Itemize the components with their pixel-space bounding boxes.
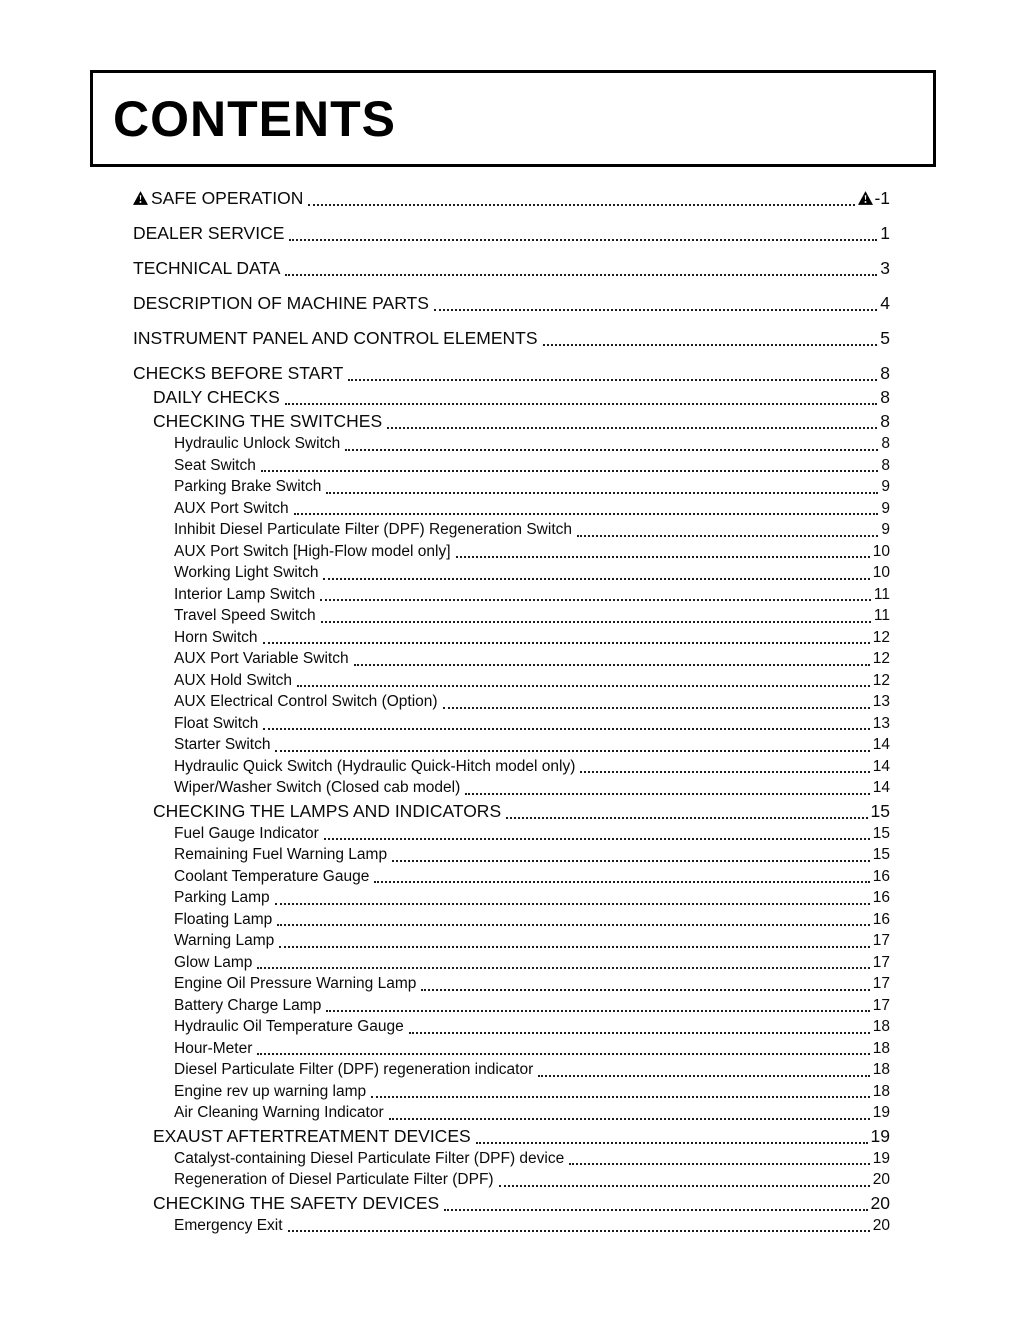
toc-entry-label: DESCRIPTION OF MACHINE PARTS xyxy=(133,293,429,313)
toc-leader-dots xyxy=(434,309,877,311)
page-title: CONTENTS xyxy=(113,90,396,147)
toc-leader-dots xyxy=(387,427,877,429)
toc-entry-page: 16 xyxy=(872,867,890,885)
toc-entry-label: CHECKING THE LAMPS AND INDICATORS xyxy=(153,800,502,821)
toc-entry xyxy=(133,1169,890,1191)
toc-entry xyxy=(133,1191,890,1215)
toc-entry xyxy=(133,995,890,1017)
toc-entry-page: 18 xyxy=(872,1039,890,1057)
toc-entry-label: Air Cleaning Warning Indicator xyxy=(174,1104,384,1121)
toc-leader-dots xyxy=(257,1053,869,1055)
toc-entry xyxy=(133,909,890,931)
toc-entry-label: Interior Lamp Switch xyxy=(174,585,316,603)
toc-entry-page: 17 xyxy=(872,953,890,971)
toc-entry-label: Engine Oil Pressure Warning Lamp xyxy=(174,975,417,992)
toc-entry xyxy=(133,291,890,315)
toc-entry-page: 10 xyxy=(872,542,890,560)
toc-entry xyxy=(133,648,890,670)
toc-entry xyxy=(133,1124,890,1148)
toc-leader-dots xyxy=(476,1142,868,1144)
toc-leader-dots xyxy=(275,750,869,752)
toc-entry-page: 9 xyxy=(881,521,890,538)
toc-entry-page: 17 xyxy=(872,975,890,992)
toc-entry-label: Hour-Meter xyxy=(174,1039,253,1057)
toc-entry-label: Warning Lamp xyxy=(174,932,275,949)
toc-entry xyxy=(133,887,890,909)
toc-leader-dots xyxy=(275,903,870,905)
toc-entry-page: 19 xyxy=(872,1149,890,1167)
toc-entry xyxy=(133,734,890,756)
toc-entry-label: Starter Switch xyxy=(174,736,271,753)
toc-entry-page: 14 xyxy=(872,779,890,796)
toc-entry-label: Diesel Particulate Filter (DPF) regeneration indicator xyxy=(174,1061,534,1078)
toc-entry-page: 8 xyxy=(881,435,890,452)
toc-entry-page: 19 xyxy=(870,1125,890,1146)
toc-entry-label: SAFE OPERATION xyxy=(133,186,303,210)
toc-entry-label: Regeneration of Diesel Particulate Filter (DPF) xyxy=(174,1171,494,1188)
toc-entry xyxy=(133,1148,890,1170)
toc-entry xyxy=(133,1102,890,1124)
toc-leader-dots xyxy=(324,838,870,840)
toc-entry-label: Seat Switch xyxy=(174,456,256,474)
toc-leader-dots xyxy=(294,513,879,515)
toc-entry-page: 10 xyxy=(872,564,890,581)
toc-leader-dots xyxy=(506,817,867,819)
toc-entry xyxy=(133,670,890,692)
toc-entry-label: AUX Port Variable Switch xyxy=(174,650,349,667)
toc-entry-label: Horn Switch xyxy=(174,628,258,646)
toc-entry xyxy=(133,1081,890,1103)
toc-entry-page: 11 xyxy=(873,585,890,603)
toc-entry-label: Engine rev up warning lamp xyxy=(174,1082,367,1100)
toc-entry xyxy=(133,952,890,974)
toc-entry xyxy=(133,562,890,584)
toc-leader-dots xyxy=(577,535,878,537)
toc-entry-page: 8 xyxy=(880,387,890,407)
toc-entry xyxy=(133,627,890,649)
toc-entry-page: 15 xyxy=(872,824,890,842)
toc-entry xyxy=(133,221,890,245)
toc-entry xyxy=(133,844,890,866)
toc-entry xyxy=(133,1038,890,1060)
toc-entry xyxy=(133,498,890,520)
toc-leader-dots xyxy=(348,379,877,381)
toc-entry-page: 16 xyxy=(872,889,890,906)
toc-leader-dots xyxy=(392,860,870,862)
toc-entry xyxy=(133,541,890,563)
toc-entry xyxy=(133,326,890,350)
toc-entry-label: AUX Electrical Control Switch (Option) xyxy=(174,693,438,710)
toc-entry-label: Float Switch xyxy=(174,714,259,732)
toc-entry-page: 13 xyxy=(872,693,890,710)
toc-entry-label: Parking Lamp xyxy=(174,889,270,906)
toc-leader-dots xyxy=(279,946,870,948)
toc-entry-label: Fuel Gauge Indicator xyxy=(174,824,319,842)
toc-entry-page: 20 xyxy=(872,1171,890,1188)
toc-entry-label: Remaining Fuel Warning Lamp xyxy=(174,846,388,863)
safety-alert-icon xyxy=(858,191,873,205)
toc-leader-dots xyxy=(444,1209,867,1211)
toc-leader-dots xyxy=(456,556,870,558)
toc-leader-dots xyxy=(389,1118,870,1120)
toc-leader-dots xyxy=(354,664,870,666)
toc-leader-dots xyxy=(289,239,877,241)
toc-entry-page: 18 xyxy=(872,1018,890,1035)
toc-leader-dots xyxy=(263,642,870,644)
toc-entry-label: Wiper/Washer Switch (Closed cab model) xyxy=(174,779,461,796)
toc-entry-label: DAILY CHECKS xyxy=(153,387,280,407)
toc-entry xyxy=(133,605,890,627)
toc-entry-page: 12 xyxy=(872,628,890,646)
toc-entry-page: 14 xyxy=(872,736,890,753)
toc-entry-label: Working Light Switch xyxy=(174,564,319,581)
toc-entry-page: 9 xyxy=(881,478,890,495)
toc-entry-page: -1 xyxy=(858,186,890,210)
toc-entry xyxy=(133,186,890,210)
toc-entry xyxy=(133,1016,890,1038)
toc-entry-label: Inhibit Diesel Particulate Filter (DPF) Regeneration Switch xyxy=(174,521,572,538)
toc-entry xyxy=(133,756,890,778)
toc-entry-label: Hydraulic Quick Switch (Hydraulic Quick-Hitch model only) xyxy=(174,757,576,775)
toc-entry-label: Hydraulic Unlock Switch xyxy=(174,435,341,452)
toc-entry-page: 14 xyxy=(872,757,890,775)
toc-entry xyxy=(133,713,890,735)
toc-entry-page: 8 xyxy=(881,456,890,474)
toc-leader-dots xyxy=(285,403,878,405)
toc-entry-page: 12 xyxy=(872,650,890,667)
toc-leader-dots xyxy=(320,599,871,601)
toc-entry-page: 1 xyxy=(880,223,890,243)
toc-entry xyxy=(133,409,890,433)
toc-entry-label: EXAUST AFTERTREATMENT DEVICES xyxy=(153,1125,471,1146)
toc-leader-dots xyxy=(321,621,871,623)
toc-leader-dots xyxy=(345,449,878,451)
toc-entry-label: Coolant Temperature Gauge xyxy=(174,867,370,885)
toc-leader-dots xyxy=(443,707,870,709)
toc-entry-label: AUX Port Switch xyxy=(174,499,289,517)
toc-entry xyxy=(133,1059,890,1081)
toc-entry-label: CHECKING THE SAFETY DEVICES xyxy=(153,1192,440,1213)
toc-entry xyxy=(133,455,890,477)
toc-entry-label: TECHNICAL DATA xyxy=(133,258,281,278)
toc-entry-page: 15 xyxy=(872,846,890,863)
toc-entry-page: 20 xyxy=(872,1216,890,1234)
toc-leader-dots xyxy=(297,685,870,687)
toc-leader-dots xyxy=(326,1010,869,1012)
toc-entry xyxy=(133,519,890,541)
toc-entry-label: CHECKING THE SWITCHES xyxy=(153,411,383,431)
toc-leader-dots xyxy=(263,728,869,730)
toc-leader-dots xyxy=(326,492,878,494)
toc-entry-page: 9 xyxy=(881,499,890,517)
toc-entry-page: 13 xyxy=(872,714,890,732)
toc-entry-page: 8 xyxy=(880,411,890,431)
toc-entry-page: 4 xyxy=(880,293,890,313)
toc-entry-page: 18 xyxy=(872,1082,890,1100)
toc-entry-label: Glow Lamp xyxy=(174,953,253,971)
toc-list xyxy=(90,167,936,1236)
toc-leader-dots xyxy=(421,989,869,991)
toc-entry-label: Emergency Exit xyxy=(174,1216,283,1234)
toc-entry xyxy=(133,930,890,952)
toc-entry-label: Travel Speed Switch xyxy=(174,607,316,624)
toc-entry xyxy=(133,256,890,280)
toc-entry-page: 18 xyxy=(872,1061,890,1078)
toc-entry-page: 11 xyxy=(873,607,890,624)
safety-alert-icon xyxy=(133,191,148,205)
toc-entry xyxy=(133,476,890,498)
toc-leader-dots xyxy=(323,578,869,580)
toc-entry-page: 8 xyxy=(880,363,890,383)
toc-entry xyxy=(133,361,890,385)
toc-leader-dots xyxy=(261,470,879,472)
toc-entry xyxy=(133,691,890,713)
toc-leader-dots xyxy=(580,771,869,773)
toc-entry-label: Floating Lamp xyxy=(174,910,273,928)
toc-entry xyxy=(133,433,890,455)
toc-entry-label: Parking Brake Switch xyxy=(174,478,322,495)
toc-entry xyxy=(133,385,890,409)
toc-entry-label: CHECKS BEFORE START xyxy=(133,363,344,383)
toc-entry-label: Catalyst-containing Diesel Particulate Filter (DPF) device xyxy=(174,1149,565,1167)
toc-leader-dots xyxy=(308,204,855,206)
toc-entry-page: 15 xyxy=(870,800,890,821)
toc-entry-label: AUX Port Switch [High-Flow model only] xyxy=(174,542,451,560)
toc-entry xyxy=(133,823,890,845)
toc-entry xyxy=(133,799,890,823)
toc-entry-page: 12 xyxy=(872,671,890,689)
toc-leader-dots xyxy=(538,1075,870,1077)
toc-leader-dots xyxy=(465,793,869,795)
toc-leader-dots xyxy=(288,1230,870,1232)
toc-leader-dots xyxy=(257,967,869,969)
toc-entry-label: Hydraulic Oil Temperature Gauge xyxy=(174,1018,404,1035)
toc-entry-page: 3 xyxy=(880,258,890,278)
toc-entry-label: DEALER SERVICE xyxy=(133,223,285,243)
toc-leader-dots xyxy=(277,924,870,926)
toc-entry xyxy=(133,866,890,888)
toc-entry-label: INSTRUMENT PANEL AND CONTROL ELEMENTS xyxy=(133,328,538,348)
toc-entry-page: 5 xyxy=(880,328,890,348)
toc-entry-page: 20 xyxy=(870,1192,890,1213)
toc-entry-page: 17 xyxy=(872,932,890,949)
toc-entry xyxy=(133,777,890,799)
toc-entry xyxy=(133,1215,890,1237)
toc-entry xyxy=(133,973,890,995)
toc-entry-page: 19 xyxy=(872,1104,890,1121)
toc-entry-page: 16 xyxy=(872,910,890,928)
toc-leader-dots xyxy=(543,344,878,346)
toc-entry-label: Battery Charge Lamp xyxy=(174,996,322,1014)
toc-entry-page: 17 xyxy=(872,996,890,1014)
toc-leader-dots xyxy=(499,1185,870,1187)
contents-title-box xyxy=(90,70,936,167)
toc-entry xyxy=(133,584,890,606)
toc-leader-dots xyxy=(409,1032,870,1034)
toc-entry-label: AUX Hold Switch xyxy=(174,671,293,689)
toc-leader-dots xyxy=(371,1096,870,1098)
toc-leader-dots xyxy=(569,1163,870,1165)
toc-leader-dots xyxy=(374,881,869,883)
toc-leader-dots xyxy=(285,274,877,276)
